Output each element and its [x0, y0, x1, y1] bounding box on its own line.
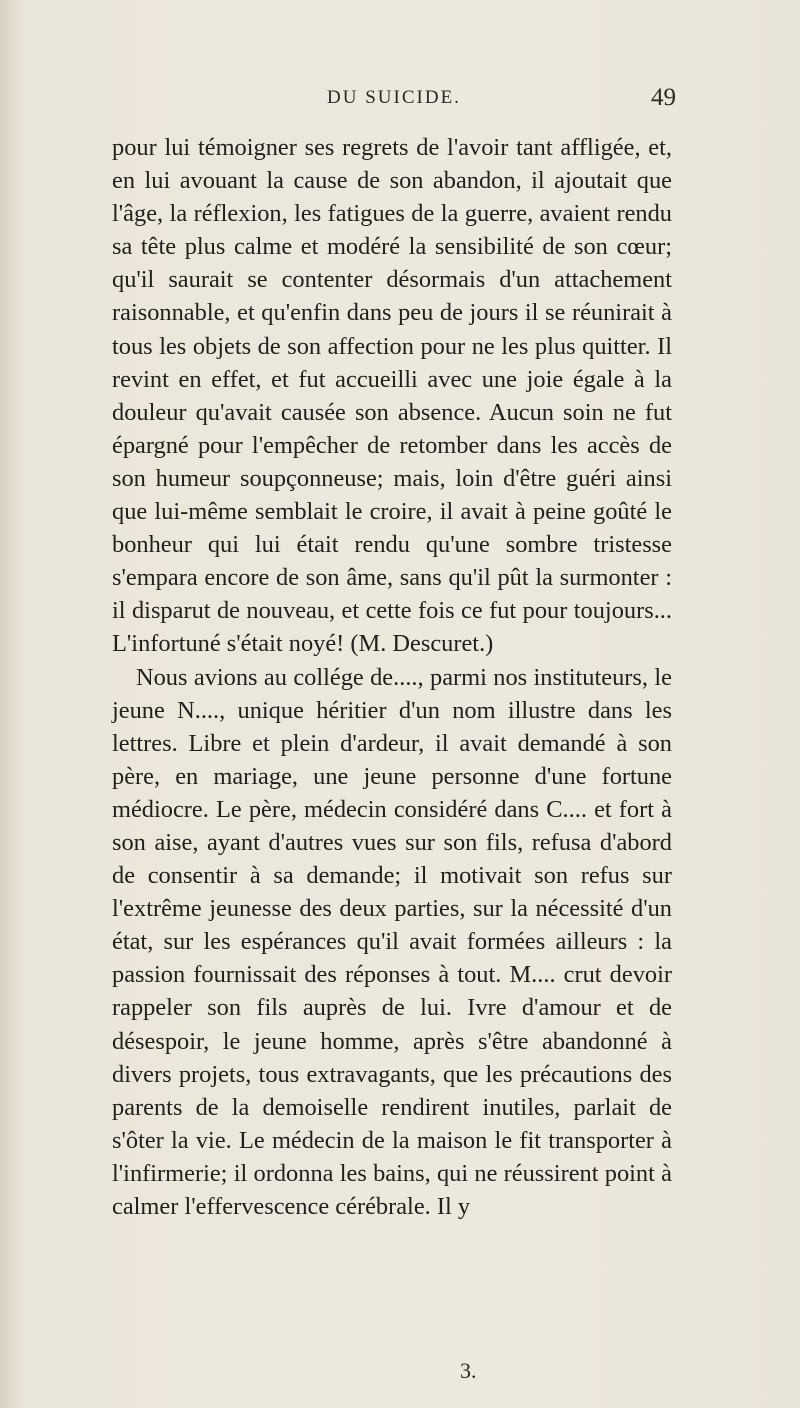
- page-header: [112, 84, 676, 117]
- paragraph-continued: pour lui témoigner ses regrets de l'avoir tant affligée, et, en lui avouant la cause de son abandon, il ajoutait que l'âge, la réflexion, les fatigues de la guerre, avaient rendu sa tête plus calme et modéré la sensibilité de son cœur; qu'il saurait se contenter désormais d'un attachement raisonnable, et qu'enfin dans peu de jours il se réunirait à tous les objets de son affection pour ne les plus quitter. Il revint en effet, et fut accueilli avec une joie égale à la douleur qu'avait causée son absence. Aucun soin ne fut épargné pour l'empêcher de retomber dans les accès de son humeur soupçonneuse; mais, loin d'être guéri ainsi que lui-même semblait le croire, il avait à peine goûté le bonheur qui lui était rendu qu'une sombre tristesse s'empara encore de son âme, sans qu'il pût la surmonter : il disparut de nouveau, et cette fois ce fut pour toujours... L'infortuné s'était noyé! (M. Descuret.): [112, 134, 672, 658]
- body-text: [112, 131, 672, 1223]
- paragraph: Nous avions au collége de...., parmi nos instituteurs, le jeune N...., unique héritier d'un nom illustre dans les lettres. Libre et plein d'ardeur, il avait demandé à son père, en mariage, une jeune personne d'une fortune médiocre. Le père, médecin considéré dans C.... et fort à son aise, ayant d'autres vues sur son fils, refusa d'abord de consentir à sa demande; il motivait son refus sur l'extrême jeunesse des deux parties, sur la nécessité d'un état, sur les espérances qu'il avait formées ailleurs : la passion fournissait des réponses à tout. M.... crut devoir rappeler son fils auprès de lui. Ivre d'amour et de désespoir, le jeune homme, après s'être abandonné à divers projets, tous extravagants, que les précautions des parents de la demoiselle rendirent inutiles, parlait de s'ôter la vie. Le médecin de la maison le fit transporter à l'infirmerie; il ordonna les bains, qui ne réussirent point à calmer l'effervescence cérébrale. Il y: [112, 663, 672, 1220]
- running-title: DU SUICIDE.: [327, 87, 461, 108]
- signature-mark: 3.: [460, 1358, 477, 1383]
- page-number: 49: [651, 84, 676, 111]
